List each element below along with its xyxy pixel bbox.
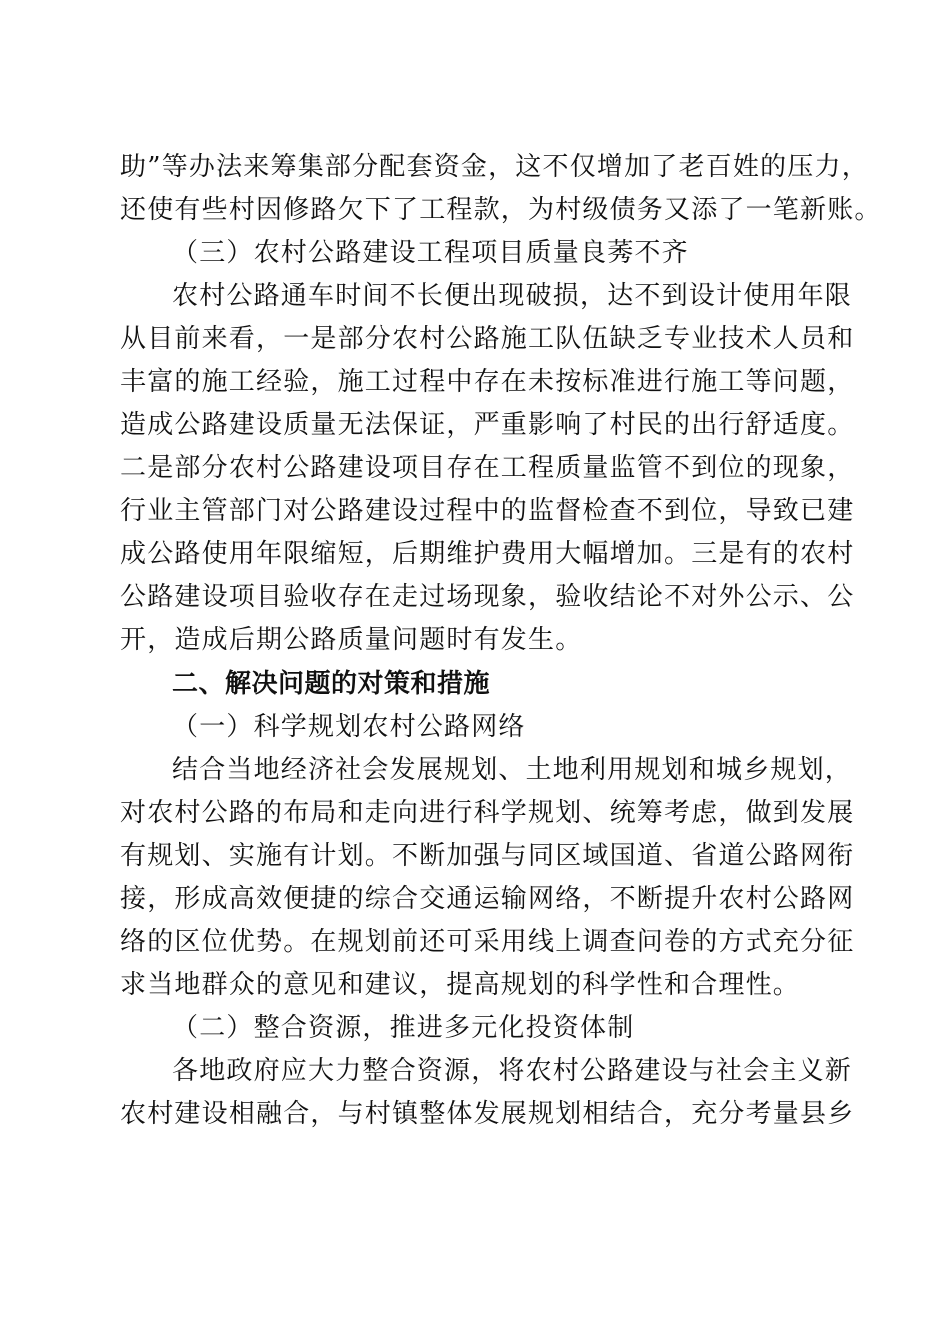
section-heading-3: （三）农村公路建设工程项目质量良莠不齐 [172, 238, 689, 268]
paragraph-line: 开，造成后期公路质量问题时有发生。 [120, 625, 583, 655]
paragraph-line: 行业主管部门对公路建设过程中的监督检查不到位，导致已建 [120, 496, 855, 526]
paragraph-line: 农村公路通车时间不长便出现破损，达不到设计使用年限 [172, 281, 853, 311]
paragraph-line: 成公路使用年限缩短，后期维护费用大幅增加。三是有的农村 [120, 539, 855, 569]
paragraph-line: 二是部分农村公路建设项目存在工程质量监管不到位的现象， [120, 453, 855, 483]
paragraph-line: 对农村公路的布局和走向进行科学规划、统筹考虑，做到发展 [120, 798, 855, 828]
paragraph-line: 造成公路建设质量无法保证，严重影响了村民的出行舒适度。 [120, 410, 855, 440]
paragraph-line: 有规划、实施有计划。不断加强与同区域国道、省道公路网衔 [120, 841, 855, 871]
subsection-heading-2: （二）整合资源，推进多元化投资体制 [172, 1013, 635, 1043]
paragraph-line: 求当地群众的意见和建议，提高规划的科学性和合理性。 [120, 970, 801, 1000]
paragraph-line: 各地政府应大力整合资源，将农村公路建设与社会主义新 [172, 1056, 853, 1086]
paragraph-line: 结合当地经济社会发展规划、土地利用规划和城乡规划， [172, 755, 853, 785]
paragraph-line: 农村建设相融合，与村镇整体发展规划相结合，充分考量县乡 [120, 1099, 855, 1129]
paragraph-line: 助”等办法来筹集部分配套资金，这不仅增加了老百姓的压力， [120, 152, 869, 182]
paragraph-line: 从目前来看，一是部分农村公路施工队伍缺乏专业技术人员和 [120, 324, 855, 354]
paragraph-line: 丰富的施工经验，施工过程中存在未按标准进行施工等问题， [120, 367, 855, 397]
paragraph-line: 络的区位优势。在规划前还可采用线上调查问卷的方式充分征 [120, 927, 855, 957]
paragraph-line: 公路建设项目验收存在走过场现象，验收结论不对外公示、公 [120, 582, 855, 612]
section-heading-2: 二、解决问题的对策和措施 [172, 669, 491, 699]
paragraph-line: 接，形成高效便捷的综合交通运输网络，不断提升农村公路网 [120, 884, 855, 914]
subsection-heading-1: （一）科学规划农村公路网络 [172, 712, 526, 742]
paragraph-line: 还使有些村因修路欠下了工程款，为村级债务又添了一笔新账。 [120, 195, 882, 225]
